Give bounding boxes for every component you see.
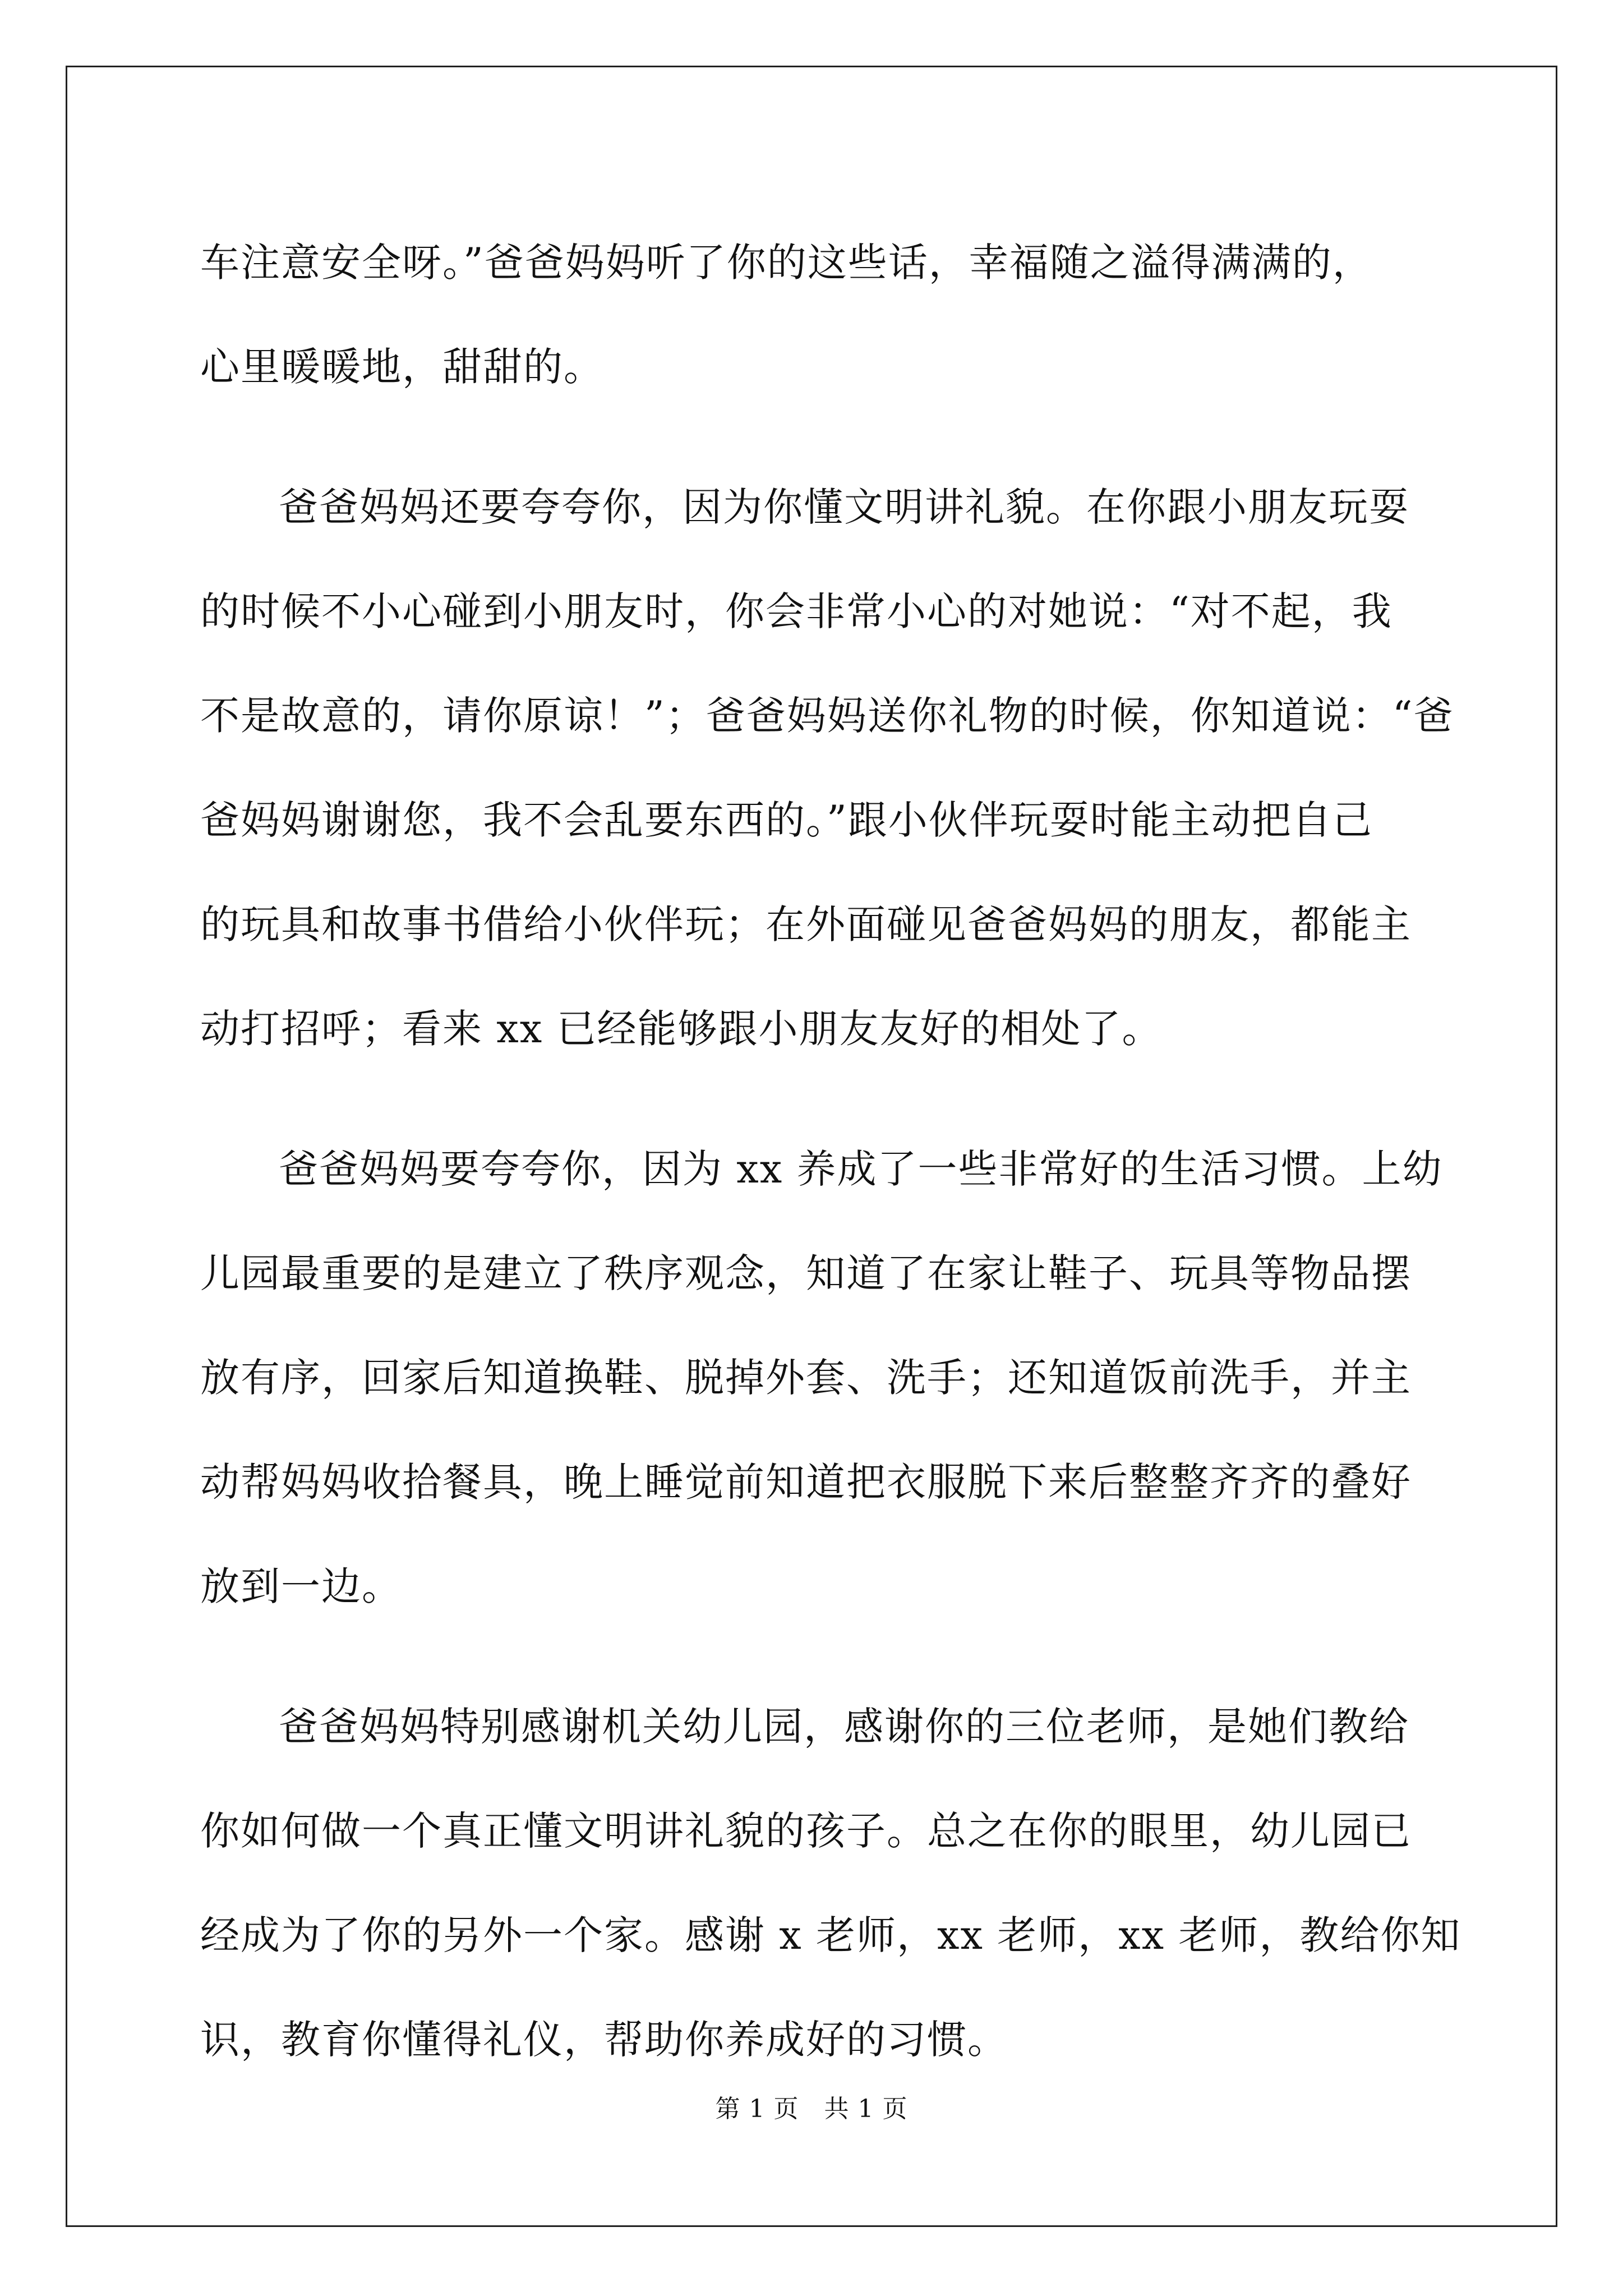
- text-line: 放有序，回家后知道换鞋、脱掉外套、洗手；还知道饭前洗手，并主: [200, 1355, 1412, 1401]
- page-number-footer: 第 1 页 共 1 页: [715, 2095, 908, 2123]
- text-line: 动打招呼；看来 xx 已经能够跟小朋友友好的相处了。: [200, 1006, 1163, 1052]
- text-line: 爸爸妈妈还要夸夸你，因为你懂文明讲礼貌。在你跟小朋友玩耍: [279, 484, 1409, 530]
- text-line: 动帮妈妈收拾餐具，晚上睡觉前知道把衣服脱下来后整整齐齐的叠好: [200, 1459, 1412, 1505]
- text-line: 爸妈妈谢谢您，我不会乱要东西的。”跟小伙伴玩耍时能主动把自己: [200, 797, 1373, 843]
- paragraph-3: [200, 1117, 1443, 1639]
- text-line: 爸爸妈妈特别感谢机关幼儿园，感谢你的三位老师，是她们教给: [279, 1704, 1409, 1750]
- paragraph-1: [200, 210, 1434, 419]
- text-line: 经成为了你的另外一个家。感谢 x 老师，xx 老师，xx 老师，教给你知: [200, 1912, 1461, 1958]
- paragraph-4: [200, 1674, 1461, 2092]
- text-line: 车注意安全呀。”爸爸妈妈听了你的这些话，幸福随之溢得满满的，: [200, 240, 1373, 286]
- text-line: 儿园最重要的是建立了秩序观念，知道了在家让鞋子、玩具等物品摆: [200, 1250, 1412, 1296]
- text-line: 的玩具和故事书借给小伙伴玩；在外面碰见爸爸妈妈的朋友，都能主: [200, 901, 1412, 947]
- text-line: 放到一边。: [200, 1563, 402, 1609]
- text-line: 不是故意的，请你原谅！”；爸爸妈妈送你礼物的时候，你知道说：“爸: [200, 693, 1454, 739]
- paragraph-2: [200, 455, 1454, 1081]
- text-line: 识，教育你懂得礼仪，帮助你养成好的习惯。: [200, 2017, 1008, 2063]
- text-line: 心里暖暖地，甜甜的。: [200, 344, 604, 390]
- document-body: [200, 210, 1461, 2092]
- text-line: 你如何做一个真正懂文明讲礼貌的孩子。总之在你的眼里，幼儿园已: [200, 1808, 1412, 1854]
- text-line: 的时候不小心碰到小朋友时，你会非常小心的对她说：“对不起，我: [200, 588, 1393, 634]
- text-line: 爸爸妈妈要夸夸你，因为 xx 养成了一些非常好的生活习惯。上幼: [279, 1146, 1443, 1192]
